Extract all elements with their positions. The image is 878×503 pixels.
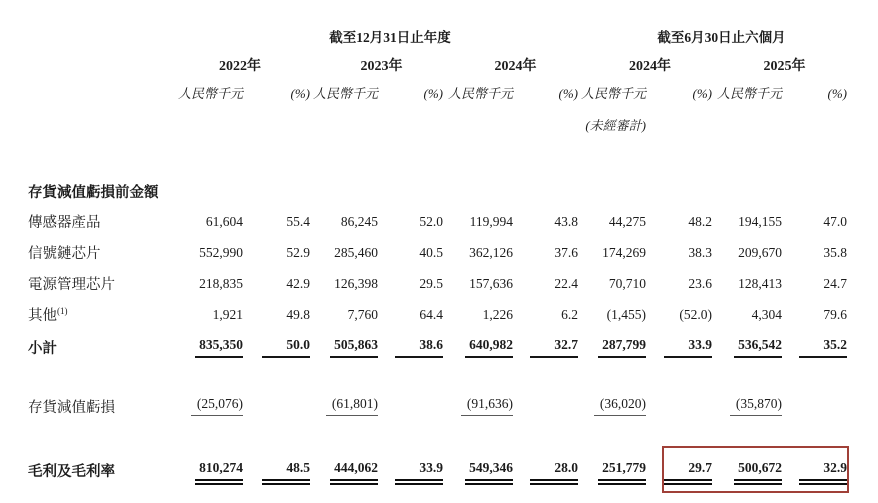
cell: (35,870)	[712, 388, 782, 424]
pct-label: (%)	[558, 86, 578, 101]
cell: 4,304	[751, 306, 782, 322]
unit-label: 人民幣千元	[177, 86, 243, 101]
cell: 23.6	[688, 275, 712, 291]
cell: 37.6	[554, 244, 578, 260]
cell: 218,835	[199, 275, 243, 291]
spacer-cell	[28, 364, 847, 388]
cell: 287,799	[578, 330, 646, 364]
cell	[782, 388, 847, 424]
spacer-cell	[646, 104, 712, 136]
year-2023: 2023年	[360, 59, 403, 74]
footnote-marker: (1)	[57, 306, 68, 317]
spacer-cell	[513, 104, 578, 136]
cell: 32.7	[513, 330, 578, 364]
cell: 35.8	[823, 244, 847, 260]
cell: 38.3	[688, 244, 712, 260]
row-label: 傳感器產品	[28, 215, 101, 231]
cell: 24.7	[823, 275, 847, 291]
unaudited-row	[28, 104, 847, 136]
cell	[378, 388, 443, 424]
row-label: 其他$^{(1)}$	[28, 306, 68, 324]
cell: 362,126	[469, 244, 513, 260]
cell: 194,155	[738, 213, 782, 229]
row-label: 毛利及毛利率	[28, 463, 115, 480]
row-label: 電源管理芯片	[28, 277, 115, 293]
cell: 50.0	[243, 330, 310, 364]
cell: (1,455)	[606, 306, 646, 322]
spacer-cell	[243, 104, 310, 136]
unit-label: 人民幣千元	[447, 86, 513, 101]
spacer-row	[28, 136, 847, 176]
spacer-row	[28, 364, 847, 388]
unit-label: 人民幣千元	[716, 86, 782, 101]
year-2022: 2022年	[219, 59, 261, 74]
row-label: 存貨減值虧損	[28, 399, 115, 416]
cell: 209,670	[738, 244, 782, 260]
unaudited-label: (未經審計)	[585, 118, 646, 133]
cell: 505,863	[310, 330, 378, 364]
year-2024-interim: 2024年	[629, 59, 671, 74]
spacer-cell	[28, 424, 847, 446]
cell: 285,460	[334, 244, 378, 260]
table-row-signal-chain-chips	[28, 237, 847, 268]
column-group-header-row	[28, 18, 847, 48]
table-row-subtotal	[28, 330, 847, 364]
cell: 251,779	[578, 446, 646, 494]
table-row-power-management-chips	[28, 268, 847, 299]
cell: 47.0	[823, 213, 847, 229]
spacer-cell	[443, 104, 513, 136]
spacer-row	[28, 424, 847, 446]
spacer-cell	[28, 136, 847, 176]
spacer-cell	[28, 48, 160, 78]
cell: (36,020)	[578, 388, 646, 424]
spacer-cell	[160, 104, 243, 136]
cell: (61,801)	[310, 388, 378, 424]
spacer-cell	[28, 78, 160, 104]
cell	[243, 388, 310, 424]
cell: 52.0	[419, 213, 443, 229]
table-row-sensor-products	[28, 206, 847, 237]
cell: 28.0	[513, 446, 578, 494]
cell: (91,636)	[443, 388, 513, 424]
cell: 22.4	[554, 275, 578, 291]
pct-label: (%)	[423, 86, 443, 101]
year-2024: 2024年	[494, 59, 537, 74]
cell: 33.9	[378, 446, 443, 494]
cell: 33.9	[646, 330, 712, 364]
spacer-cell	[28, 18, 160, 48]
cell: 35.2	[782, 330, 847, 364]
unit-header-row	[28, 78, 847, 104]
year-2025-interim: 2025年	[763, 59, 806, 74]
table-row-others	[28, 299, 847, 330]
year-header-row	[28, 48, 847, 78]
table-row-inventory-impairment	[28, 388, 847, 424]
spacer-cell	[712, 104, 782, 136]
cell	[646, 388, 712, 424]
cell: 174,269	[602, 244, 646, 260]
spacer-cell	[378, 104, 443, 136]
pct-label: (%)	[290, 86, 310, 101]
cell: 119,994	[469, 213, 513, 229]
cell: 810,274	[160, 446, 243, 494]
col-group-annual: 截至12月31日止年度	[329, 30, 451, 45]
row-label: 信號鏈芯片	[28, 246, 101, 262]
cell: (52.0)	[679, 306, 712, 322]
table-row-gross-profit-margin	[28, 446, 847, 494]
cell: 552,990	[199, 244, 243, 260]
cell: 444,062	[310, 446, 378, 494]
cell: 835,350	[160, 330, 243, 364]
unit-label: 人民幣千元	[312, 86, 378, 101]
cell: 1,226	[482, 306, 513, 322]
cell: 640,982	[443, 330, 513, 364]
cell: 29.5	[419, 275, 443, 291]
cell: 500,672	[712, 446, 782, 494]
cell: 157,636	[469, 275, 513, 291]
cell: 6.2	[561, 306, 578, 322]
cell: 49.8	[286, 306, 310, 322]
cell: 86,245	[340, 213, 378, 229]
unit-label: 人民幣千元	[580, 86, 646, 101]
cell: 52.9	[286, 244, 310, 260]
cell: 70,710	[608, 275, 646, 291]
spacer-cell	[310, 104, 378, 136]
cell: 32.9	[782, 446, 847, 494]
cell: 79.6	[823, 306, 847, 322]
col-group-interim: 截至6月30日止六個月	[657, 30, 786, 45]
cell: 64.4	[419, 306, 443, 322]
section-header: 存貨減值虧損前金額	[28, 185, 159, 201]
cell: 40.5	[419, 244, 443, 260]
spacer-cell	[782, 104, 847, 136]
pct-label: (%)	[827, 86, 847, 101]
row-label: 小計	[28, 340, 57, 357]
cell: 55.4	[286, 213, 310, 229]
cell: 42.9	[286, 275, 310, 291]
cell: 126,398	[334, 275, 378, 291]
pct-label: (%)	[692, 86, 712, 101]
section-header-row	[28, 176, 847, 206]
gross-profit-table	[28, 18, 847, 494]
cell: 7,760	[347, 306, 378, 322]
cell	[513, 388, 578, 424]
cell: 48.5	[243, 446, 310, 494]
cell: 48.2	[688, 213, 712, 229]
cell: 536,542	[712, 330, 782, 364]
cell: 549,346	[443, 446, 513, 494]
cell: 44,275	[608, 213, 646, 229]
cell: 128,413	[738, 275, 782, 291]
spacer-cell	[28, 104, 160, 136]
cell: 61,604	[205, 213, 243, 229]
cell: 38.6	[378, 330, 443, 364]
cell: 43.8	[554, 213, 578, 229]
cell: (25,076)	[160, 388, 243, 424]
cell: 1,921	[212, 306, 243, 322]
cell: 29.7	[646, 446, 712, 494]
